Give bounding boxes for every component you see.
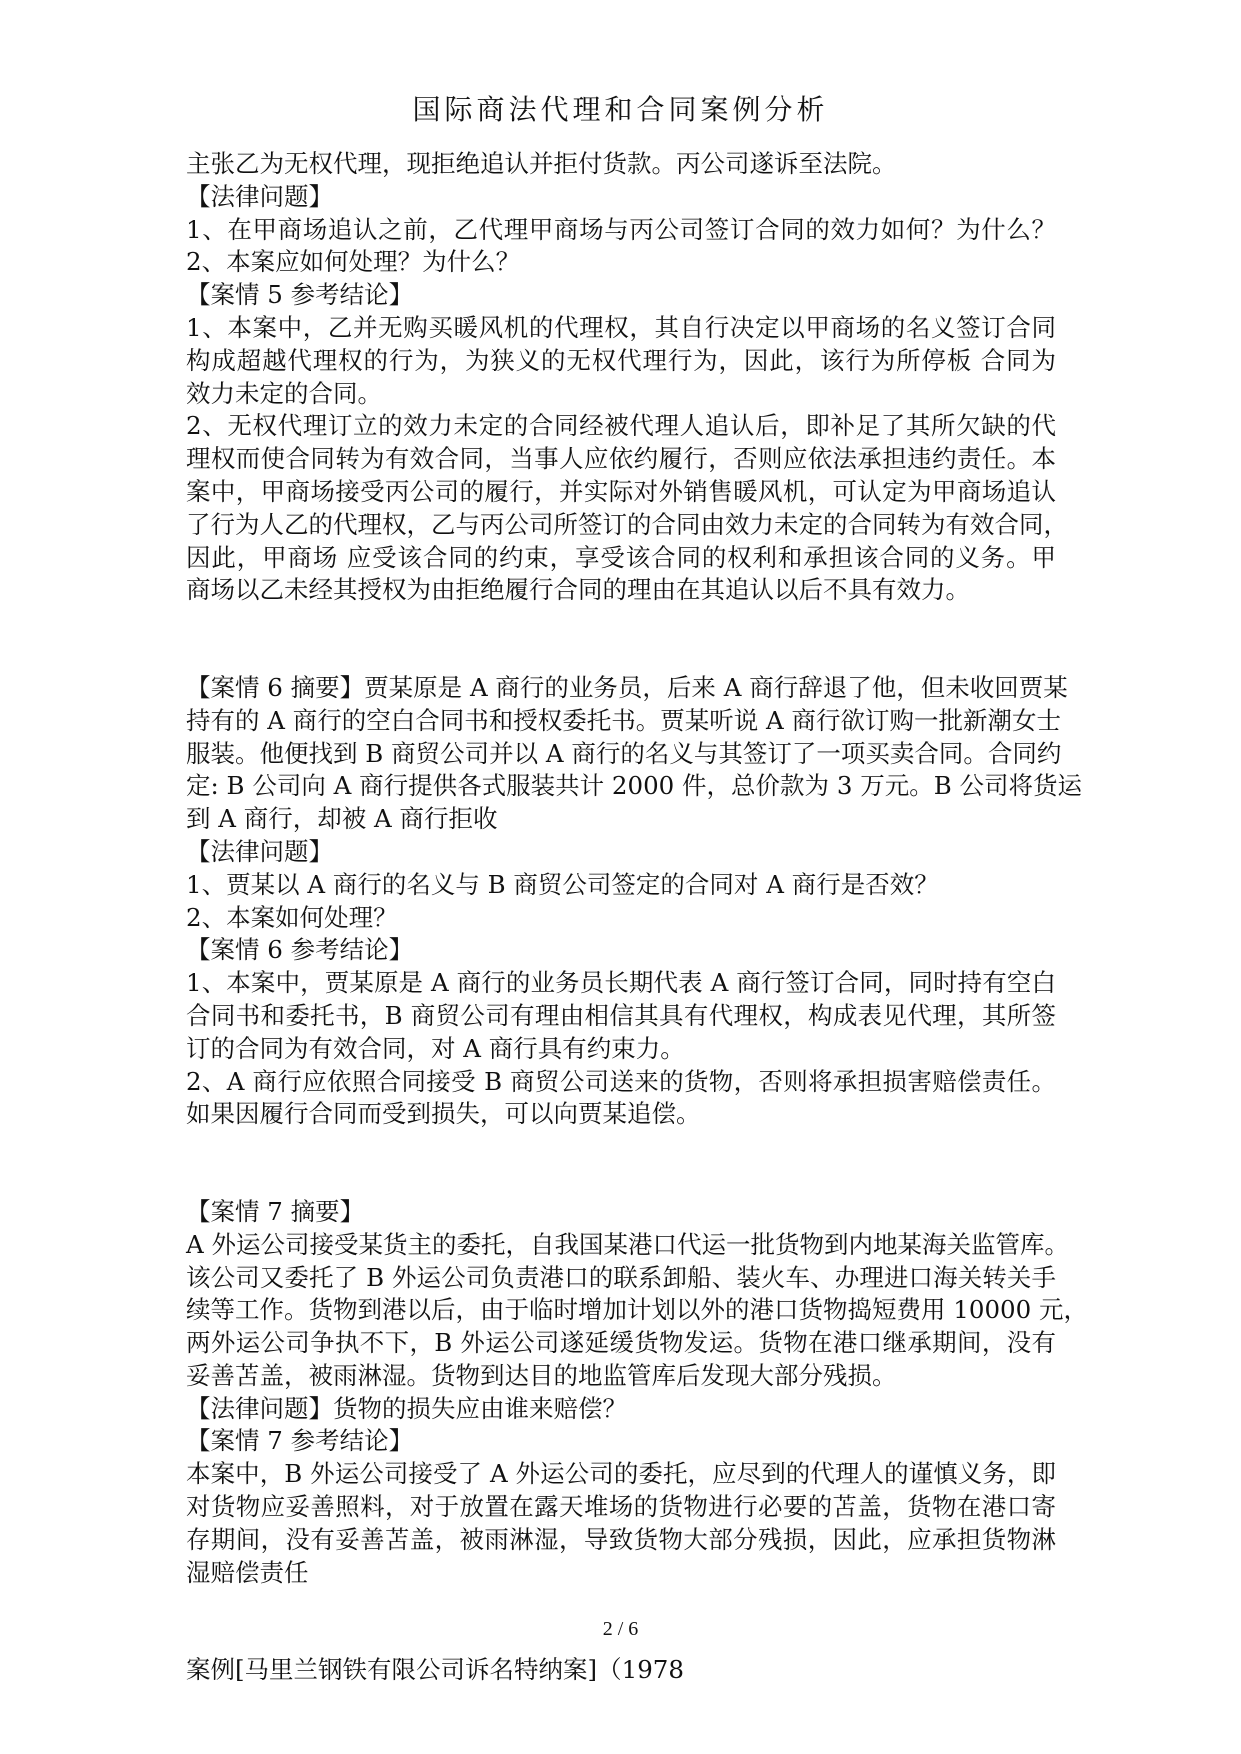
text-line: 商场以乙未经其授权为由拒绝履行合同的理由在其追认以后不具有效力。 xyxy=(186,575,970,605)
text-line: 服装。他便找到 B 商贸公司并以 A 商行的名义与其签订了一项买卖合同。合同约 xyxy=(186,738,1062,768)
text-line: 湿赔偿责任 xyxy=(186,1557,309,1587)
text-line: 两外运公司争执不下，B 外运公司遂延缓货物发运。货物在港口继承期间，没有 xyxy=(186,1328,1056,1358)
text-line: A 外运公司接受某货主的委托，自我国某港口代运一批货物到内地某海关监管库。 xyxy=(186,1229,1069,1259)
text-line: 1、本案中，贾某原是 A 商行的业务员长期代表 A 商行签订合同，同时持有空白 xyxy=(186,968,1056,998)
text-line: 理权而使合同转为有效合同，当事人应依约履行，否则应依法承担违约责任。本 xyxy=(186,444,1056,474)
text-line: 【案情 6 摘要】贾某原是 A 商行的业务员，后来 A 商行辞退了他，但未收回贾某 xyxy=(186,672,1068,702)
text-line: 该公司又委托了 B 外运公司负责港口的联系卸船、装火车、办理进口海关转关手 xyxy=(186,1262,1056,1292)
text-line: 【法律问题】 xyxy=(186,181,333,211)
text-line: 构成超越代理权的行为，为狭义的无权代理行为，因此，该行为所停板 合同为 xyxy=(186,345,1056,375)
text-line: 【案情 6 参考结论】 xyxy=(186,935,414,965)
text-line: 如果因履行合同而受到损失，可以向贾某追偿。 xyxy=(186,1099,701,1129)
text-line: 到 A 商行，却被 A 商行拒收 xyxy=(186,804,498,834)
text-line: 1、贾某以 A 商行的名义与 B 商贸公司签定的合同对 A 商行是否效？ xyxy=(186,869,939,899)
text-line: 因此，甲商场 应受该合同的约束，享受该合同的权利和承担该合同的义务。甲 xyxy=(186,542,1056,572)
text-line: 效力未定的合同。 xyxy=(186,378,382,408)
text-line: 【案情 7 参考结论】 xyxy=(186,1426,414,1456)
text-line: 2、A 商行应依照合同接受 B 商贸公司送来的货物，否则将承担损害赔偿责任。 xyxy=(186,1066,1056,1096)
text-line: 1、本案中，乙并无购买暖风机的代理权，其自行决定以甲商场的名义签订合同 xyxy=(186,312,1056,342)
text-line: 对货物应妥善照料，对于放置在露天堆场的货物进行必要的苫盖，货物在港口寄 xyxy=(186,1492,1056,1522)
page-number: 2 / 6 xyxy=(602,1618,639,1640)
paragraph-spacer xyxy=(186,1147,1056,1180)
text-line: 2、无权代理订立的效力未定的合同经被代理人追认后，即补足了其所欠缺的代 xyxy=(186,411,1056,441)
text-line: 续等工作。货物到港以后，由于临时增加计划以外的港口货物捣短费用 10000 元， xyxy=(186,1295,1089,1325)
text-line: 2、本案如何处理？ xyxy=(186,902,398,932)
text-line: 案例[马里兰钢铁有限公司诉名特纳案]（1978 xyxy=(186,1655,684,1685)
text-line: 定: B 公司向 A 商行提供各式服装共计 2000 件，总价款为 3 万元。B 公司将货运 xyxy=(186,771,1082,801)
text-line: 了行为人乙的代理权，乙与丙公司所签订的合同由效力未定的合同转为有效合同， xyxy=(186,509,1068,539)
text-line: 1、在甲商场追认之前，乙代理甲商场与丙公司签订合同的效力如何？为什么？ xyxy=(186,214,1056,244)
text-line: 合同书和委托书，B 商贸公司有理由相信其具有代理权，构成表见代理，其所签 xyxy=(186,1000,1056,1030)
text-line: 存期间，没有妥善苫盖，被雨淋湿，导致货物大部分残损，因此，应承担货物淋 xyxy=(186,1524,1056,1554)
text-line: 案中，甲商场接受丙公司的履行，并实际对外销售暖风机，可认定为甲商场追认 xyxy=(186,476,1056,506)
text-line: 持有的 A 商行的空白合同书和授权委托书。贾某听说 A 商行欲订购一批新潮女士 xyxy=(186,705,1062,735)
text-line: 妥善苫盖，被雨淋湿。货物到达目的地监管库后发现大部分残损。 xyxy=(186,1360,897,1390)
text-line: 【案情 7 摘要】 xyxy=(186,1196,365,1226)
text-line: 2、本案应如何处理？为什么？ xyxy=(186,247,521,277)
text-line: 【法律问题】 xyxy=(186,836,333,866)
paragraph-spacer xyxy=(186,623,1056,656)
document-body xyxy=(186,148,1089,1687)
text-line: 【案情 5 参考结论】 xyxy=(186,280,414,310)
text-line: 主张乙为无权代理，现拒绝追认并拒付货款。丙公司遂诉至法院。 xyxy=(186,149,897,178)
text-line: 【法律问题】货物的损失应由谁来赔偿？ xyxy=(186,1393,627,1423)
text-line: 本案中，B 外运公司接受了 A 外运公司的委托，应尽到的代理人的谨慎义务，即 xyxy=(186,1459,1056,1489)
page-title: 国际商法代理和合同案例分析 xyxy=(412,93,829,126)
text-line: 订的合同为有效合同，对 A 商行具有约束力。 xyxy=(186,1033,685,1063)
